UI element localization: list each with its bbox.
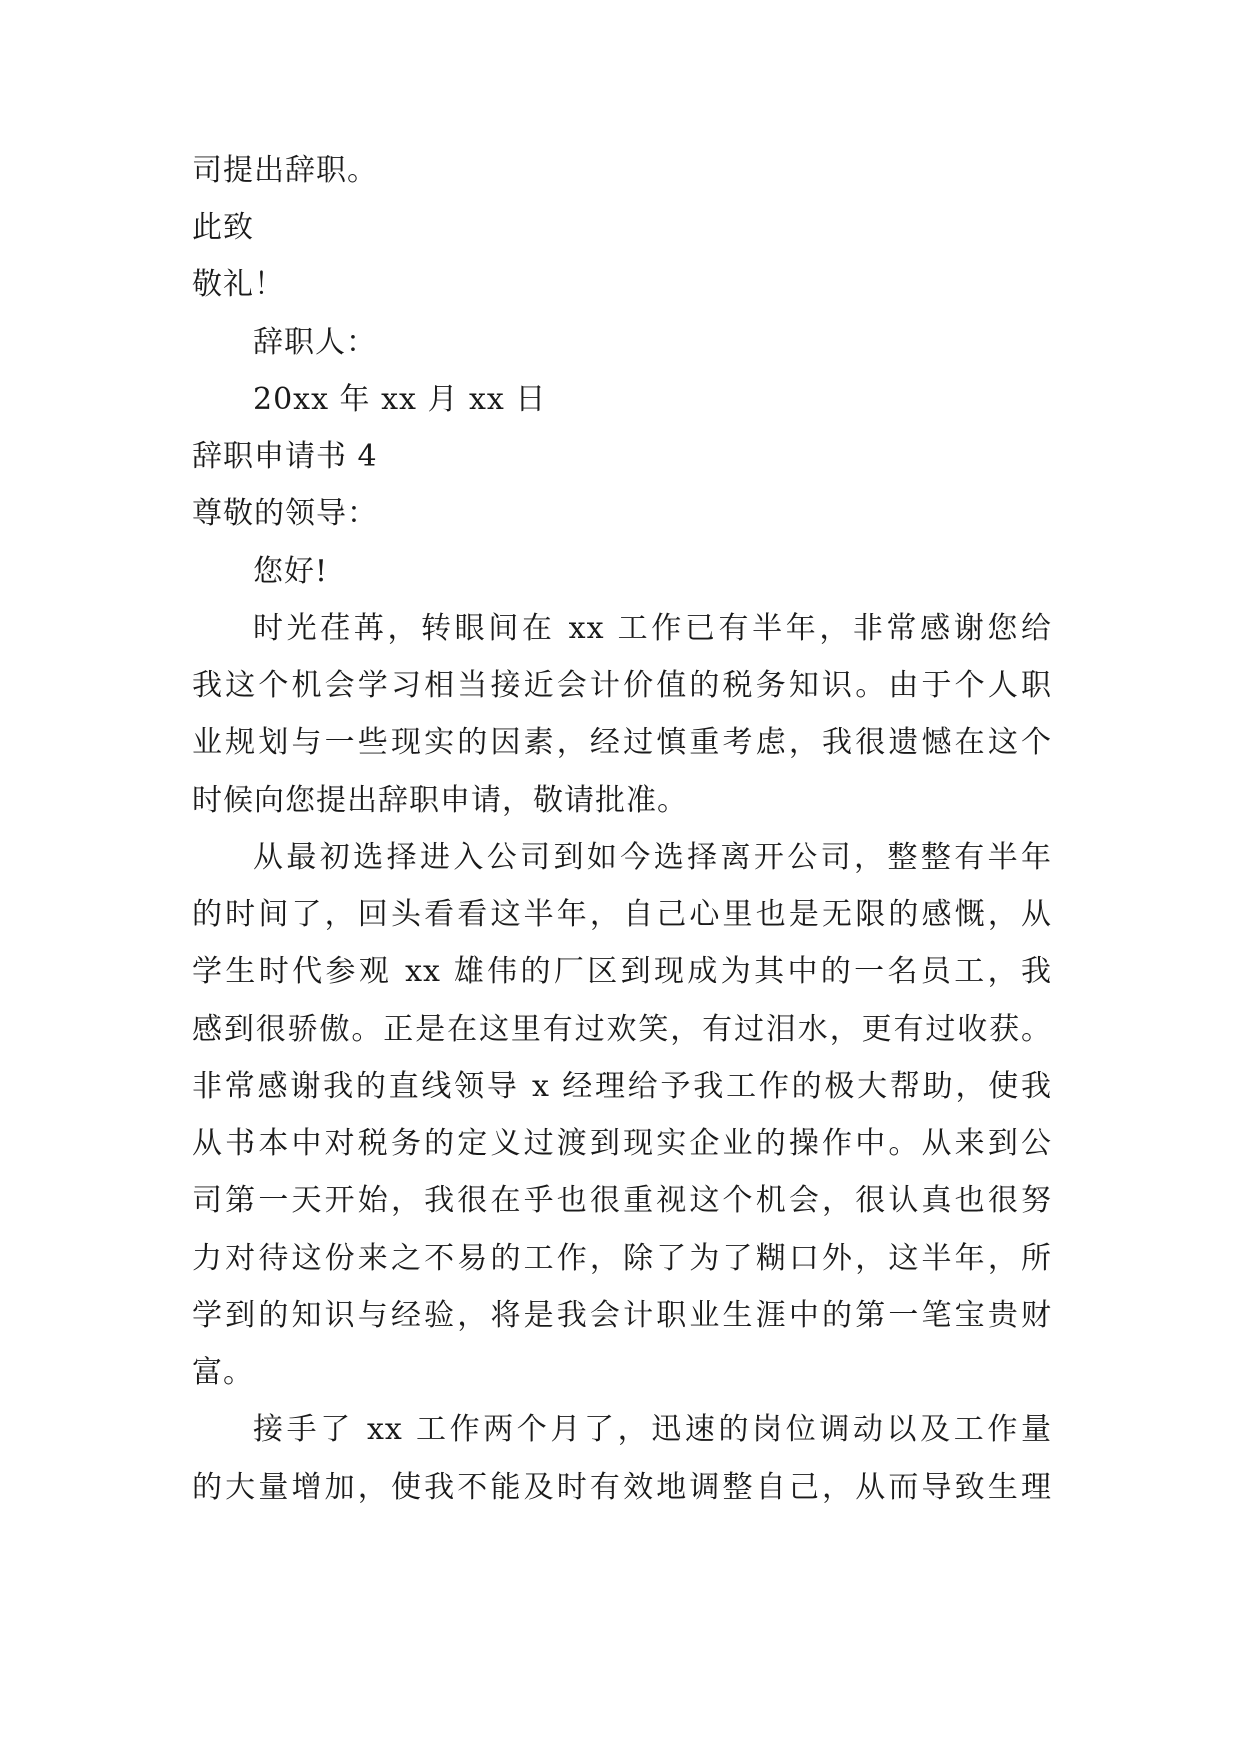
signature-label: 辞职人： <box>253 325 377 360</box>
text-line: 敬礼！ <box>192 267 285 302</box>
paragraph-line: 非常感谢我的直线领导 x 经理给予我工作的极大帮助，使我 <box>192 1069 1052 1104</box>
paragraph-line: 时光荏苒，转眼间在 xx 工作已有半年，非常感谢您给 <box>253 611 1052 646</box>
paragraph-line: 我这个机会学习相当接近会计价值的税务知识。由于个人职 <box>192 668 1052 703</box>
paragraph-line: 的时间了，回头看看这半年，自己心里也是无限的感慨，从 <box>192 897 1052 932</box>
paragraph-line: 感到很骄傲。正是在这里有过欢笑，有过泪水，更有过收获。 <box>192 1012 1052 1047</box>
paragraph-line: 富。 <box>192 1355 254 1390</box>
paragraph-line: 学生时代参观 xx 雄伟的厂区到现成为其中的一名员工，我 <box>192 954 1052 989</box>
greeting: 您好! <box>253 554 329 589</box>
salutation: 尊敬的领导： <box>192 496 378 531</box>
paragraph-line: 的大量增加，使我不能及时有效地调整自己，从而导致生理 <box>192 1470 1052 1505</box>
paragraph-line: 司第一天开始，我很在乎也很重视这个机会，很认真也很努 <box>192 1183 1052 1218</box>
paragraph-line: 从书本中对税务的定义过渡到现实企业的操作中。从来到公 <box>192 1126 1052 1161</box>
paragraph-line: 业规划与一些现实的因素，经过慎重考虑，我很遗憾在这个 <box>192 725 1052 760</box>
section-heading: 辞职申请书 4 <box>192 439 378 474</box>
paragraph-line: 时候向您提出辞职申请，敬请批准。 <box>192 783 688 818</box>
paragraph-line: 接手了 xx 工作两个月了，迅速的岗位调动以及工作量 <box>253 1412 1052 1447</box>
text-line: 此致 <box>192 210 254 245</box>
paragraph-line: 从最初选择进入公司到如今选择离开公司，整整有半年 <box>253 840 1052 875</box>
text-line: 司提出辞职。 <box>192 153 378 188</box>
paragraph-line: 力对待这份来之不易的工作，除了为了糊口外，这半年，所 <box>192 1241 1052 1276</box>
date-line: 20xx 年 xx 月 xx 日 <box>253 382 547 417</box>
paragraph-line: 学到的知识与经验，将是我会计职业生涯中的第一笔宝贵财 <box>192 1298 1052 1333</box>
